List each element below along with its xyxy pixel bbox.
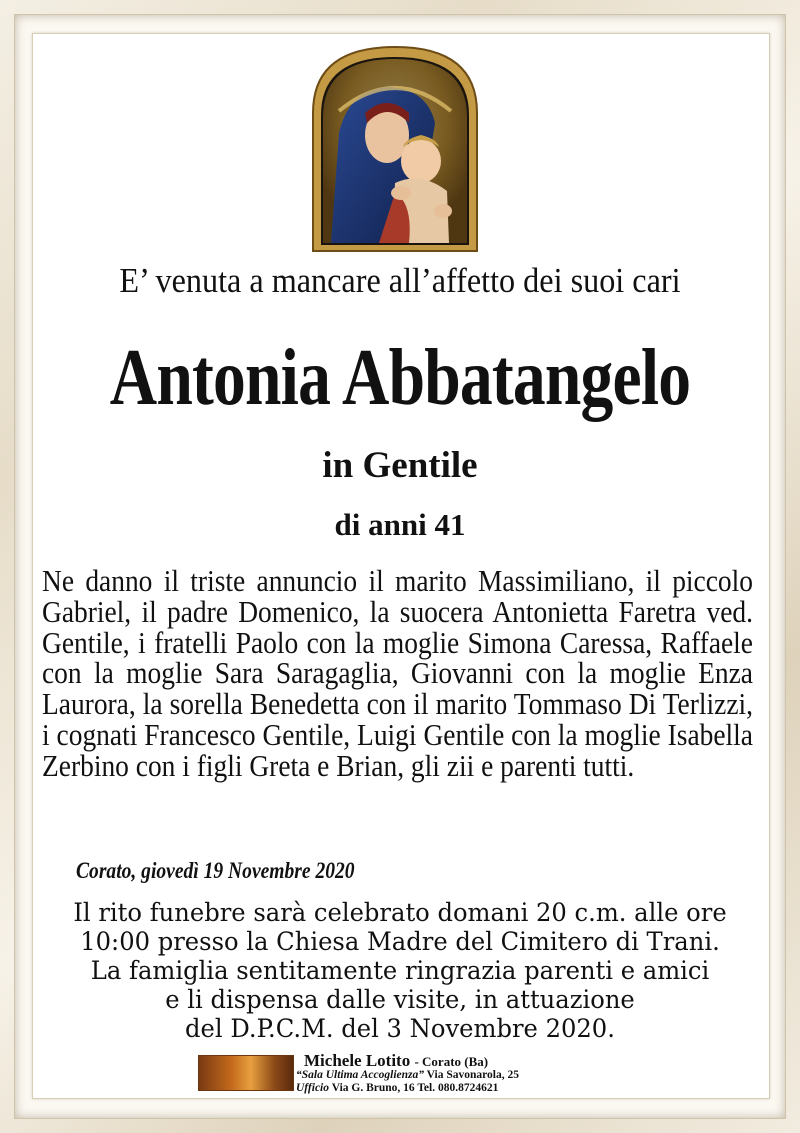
funeral-line: La famiglia sentitamente ringrazia parenti e amici — [90, 956, 710, 986]
intro-text: E’ venuta a mancare all’affetto dei suoi cari — [119, 261, 681, 300]
deceased-name: Antonia Abbatangelo — [109, 334, 691, 422]
funeral-line: 10:00 presso la Chiesa Madre del Cimitero di Trani. — [80, 927, 720, 957]
agency-city: - Corato (Ba) — [414, 1054, 489, 1069]
funeral-line: Il rito funebre sarà celebrato domani 20 c.m. alle ore — [73, 898, 727, 928]
funeral-details — [20, 899, 780, 1044]
agency-office-address: Via G. Bruno, 16 Tel. 080.8724621 — [331, 1082, 499, 1094]
funeral-line: del D.P.C.M. del 3 Novembre 2020. — [185, 1014, 615, 1044]
agency-hall-line — [296, 1069, 519, 1082]
agency-photo — [198, 1055, 294, 1091]
agency-hall-address: Via Savonarola, 25 — [426, 1069, 520, 1081]
place-date: Corato, giovedì 19 Novembre 2020 — [76, 858, 355, 883]
funeral-line: e li dispensa dalle visite, in attuazione — [165, 985, 635, 1015]
married-name: in Gentile — [322, 445, 478, 486]
funeral-agency — [198, 1052, 618, 1094]
agency-office-line — [296, 1082, 498, 1095]
family-announcement: Ne danno il triste annuncio il marito Massimiliano, il piccolo Gabriel, il padre Domenico, la suocera Antonietta Faretra ved. Gentile, i fratelli Paolo con la moglie Simona Caressa, Raffaele con la moglie Sara Saragaglia, Giovanni con la moglie Enza Laurora, la sorella Benedetta con il marito Tommaso Di Terlizzi, i cognati Francesco Gentile, Luigi Gentile con la moglie Isabella Zerbino con i figli Greta e Brian, gli zii e parenti tutti. — [42, 564, 753, 783]
agency-hall-label: “Sala Ultima Accoglienza” — [296, 1069, 424, 1081]
madonna-child-icon — [309, 43, 481, 253]
agency-name: Michele Lotito — [304, 1051, 411, 1070]
agency-office-label: Ufficio — [296, 1082, 330, 1094]
age-text: di anni 41 — [334, 507, 466, 542]
